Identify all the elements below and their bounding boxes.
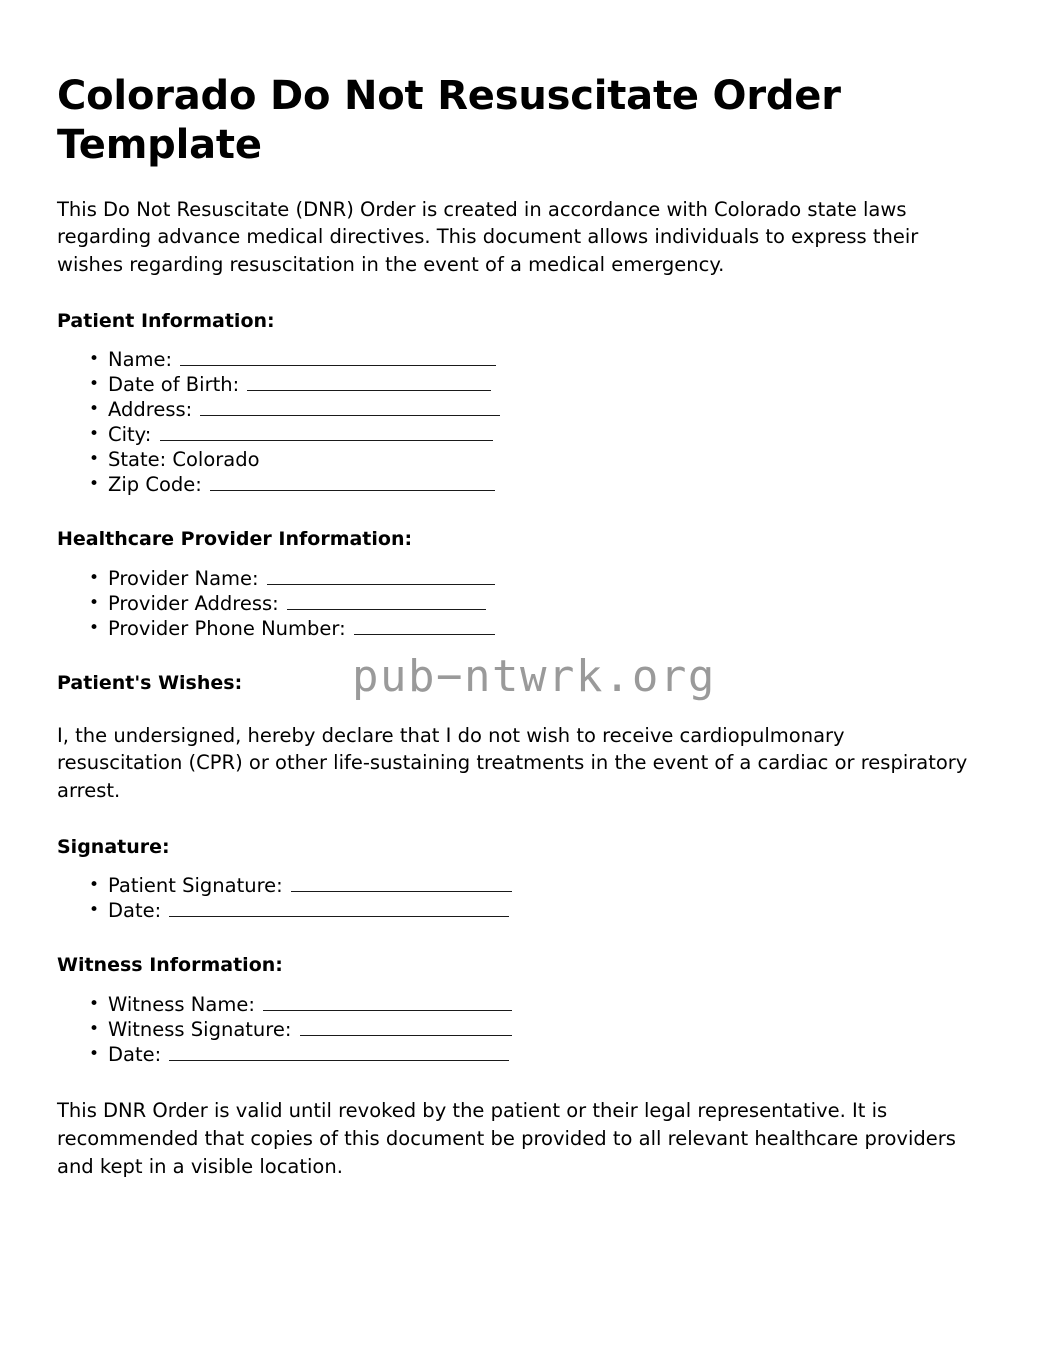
field-label-provider-address: Provider Address:: [108, 592, 285, 616]
field-blank-witness-name[interactable]: [263, 996, 512, 1011]
field-label-provider-phone-number: Provider Phone Number:: [108, 617, 352, 641]
field-blank-patient-name[interactable]: [180, 351, 496, 366]
field-row-witness-date: [57, 1042, 993, 1067]
site-watermark: pub−ntwrk.org: [352, 651, 716, 702]
field-label-provider-name: Provider Name:: [108, 567, 265, 591]
field-row-patient-name: [57, 347, 993, 372]
patients-wishes-paragraph: I, the undersigned, hereby declare that I do not wish to receive cardiopulmonary resuscitation (CPR) or other life-sustaining treatments in the event of a cardiac or respiratory arrest.: [57, 723, 968, 803]
field-label-witness-signature: Witness Signature:: [108, 1018, 298, 1042]
field-blank-provider-name[interactable]: [267, 570, 495, 585]
intro-paragraph: This Do Not Resuscitate (DNR) Order is created in accordance with Colorado state laws regarding advance medical directives. This document allows individuals to express their wishes regarding resuscitation in the event of a medical emergency.: [57, 197, 919, 276]
field-blank-witness-date[interactable]: [169, 1046, 509, 1061]
patient-information-field-list: [57, 347, 993, 497]
section-heading-provider-information: Healthcare Provider Information:: [57, 528, 413, 551]
field-row-provider-address: [57, 591, 993, 616]
field-label-city: City:: [108, 423, 158, 447]
field-label-witness-name: Witness Name:: [108, 993, 262, 1017]
section-heading-patient-information: Patient Information:: [57, 309, 275, 332]
signature-field-list: [57, 873, 993, 923]
field-blank-city[interactable]: [160, 426, 493, 441]
provider-information-field-list: [57, 566, 993, 641]
field-blank-provider-address[interactable]: [287, 595, 486, 610]
field-row-address: [57, 397, 993, 422]
field-label-patient-signature: Patient Signature:: [108, 874, 289, 898]
field-label-address: Address:: [108, 398, 199, 422]
field-blank-address[interactable]: [200, 401, 500, 416]
field-blank-signature-date[interactable]: [169, 902, 509, 917]
witness-information-field-list: [57, 992, 993, 1067]
section-heading-patients-wishes: Patient's Wishes:: [57, 672, 243, 695]
field-row-date-of-birth: [57, 372, 993, 397]
field-row-provider-name: [57, 566, 993, 591]
field-row-signature-date: [57, 898, 993, 923]
field-row-witness-name: [57, 992, 993, 1017]
field-blank-provider-phone-number[interactable]: [354, 620, 495, 635]
field-value-state: Colorado: [172, 448, 260, 472]
closing-paragraph: This DNR Order is valid until revoked by the patient or their legal representative. It is recommended that copies of this document be provided to all relevant healthcare providers and kept in a visible location.: [57, 1099, 956, 1178]
section-heading-signature: Signature:: [57, 835, 170, 858]
field-label-date-of-birth: Date of Birth:: [108, 373, 246, 397]
field-row-state: [57, 447, 993, 472]
field-row-city: [57, 422, 993, 447]
field-row-provider-phone-number: [57, 616, 993, 641]
field-row-zip-code: [57, 472, 993, 497]
field-blank-patient-signature[interactable]: [291, 877, 512, 892]
section-heading-witness-information: Witness Information:: [57, 954, 283, 977]
field-blank-zip-code[interactable]: [210, 476, 495, 491]
field-label-state: State:: [108, 448, 173, 472]
field-label-zip-code: Zip Code:: [108, 473, 209, 497]
field-label-witness-date: Date:: [108, 1043, 168, 1067]
field-blank-witness-signature[interactable]: [300, 1021, 512, 1036]
page-title: Colorado Do Not Resuscitate Order Template: [57, 73, 841, 168]
field-row-witness-signature: [57, 1017, 993, 1042]
field-row-patient-signature: [57, 873, 993, 898]
field-label-patient-name: Name:: [108, 348, 179, 372]
field-blank-date-of-birth[interactable]: [247, 376, 491, 391]
field-label-signature-date: Date:: [108, 899, 168, 923]
